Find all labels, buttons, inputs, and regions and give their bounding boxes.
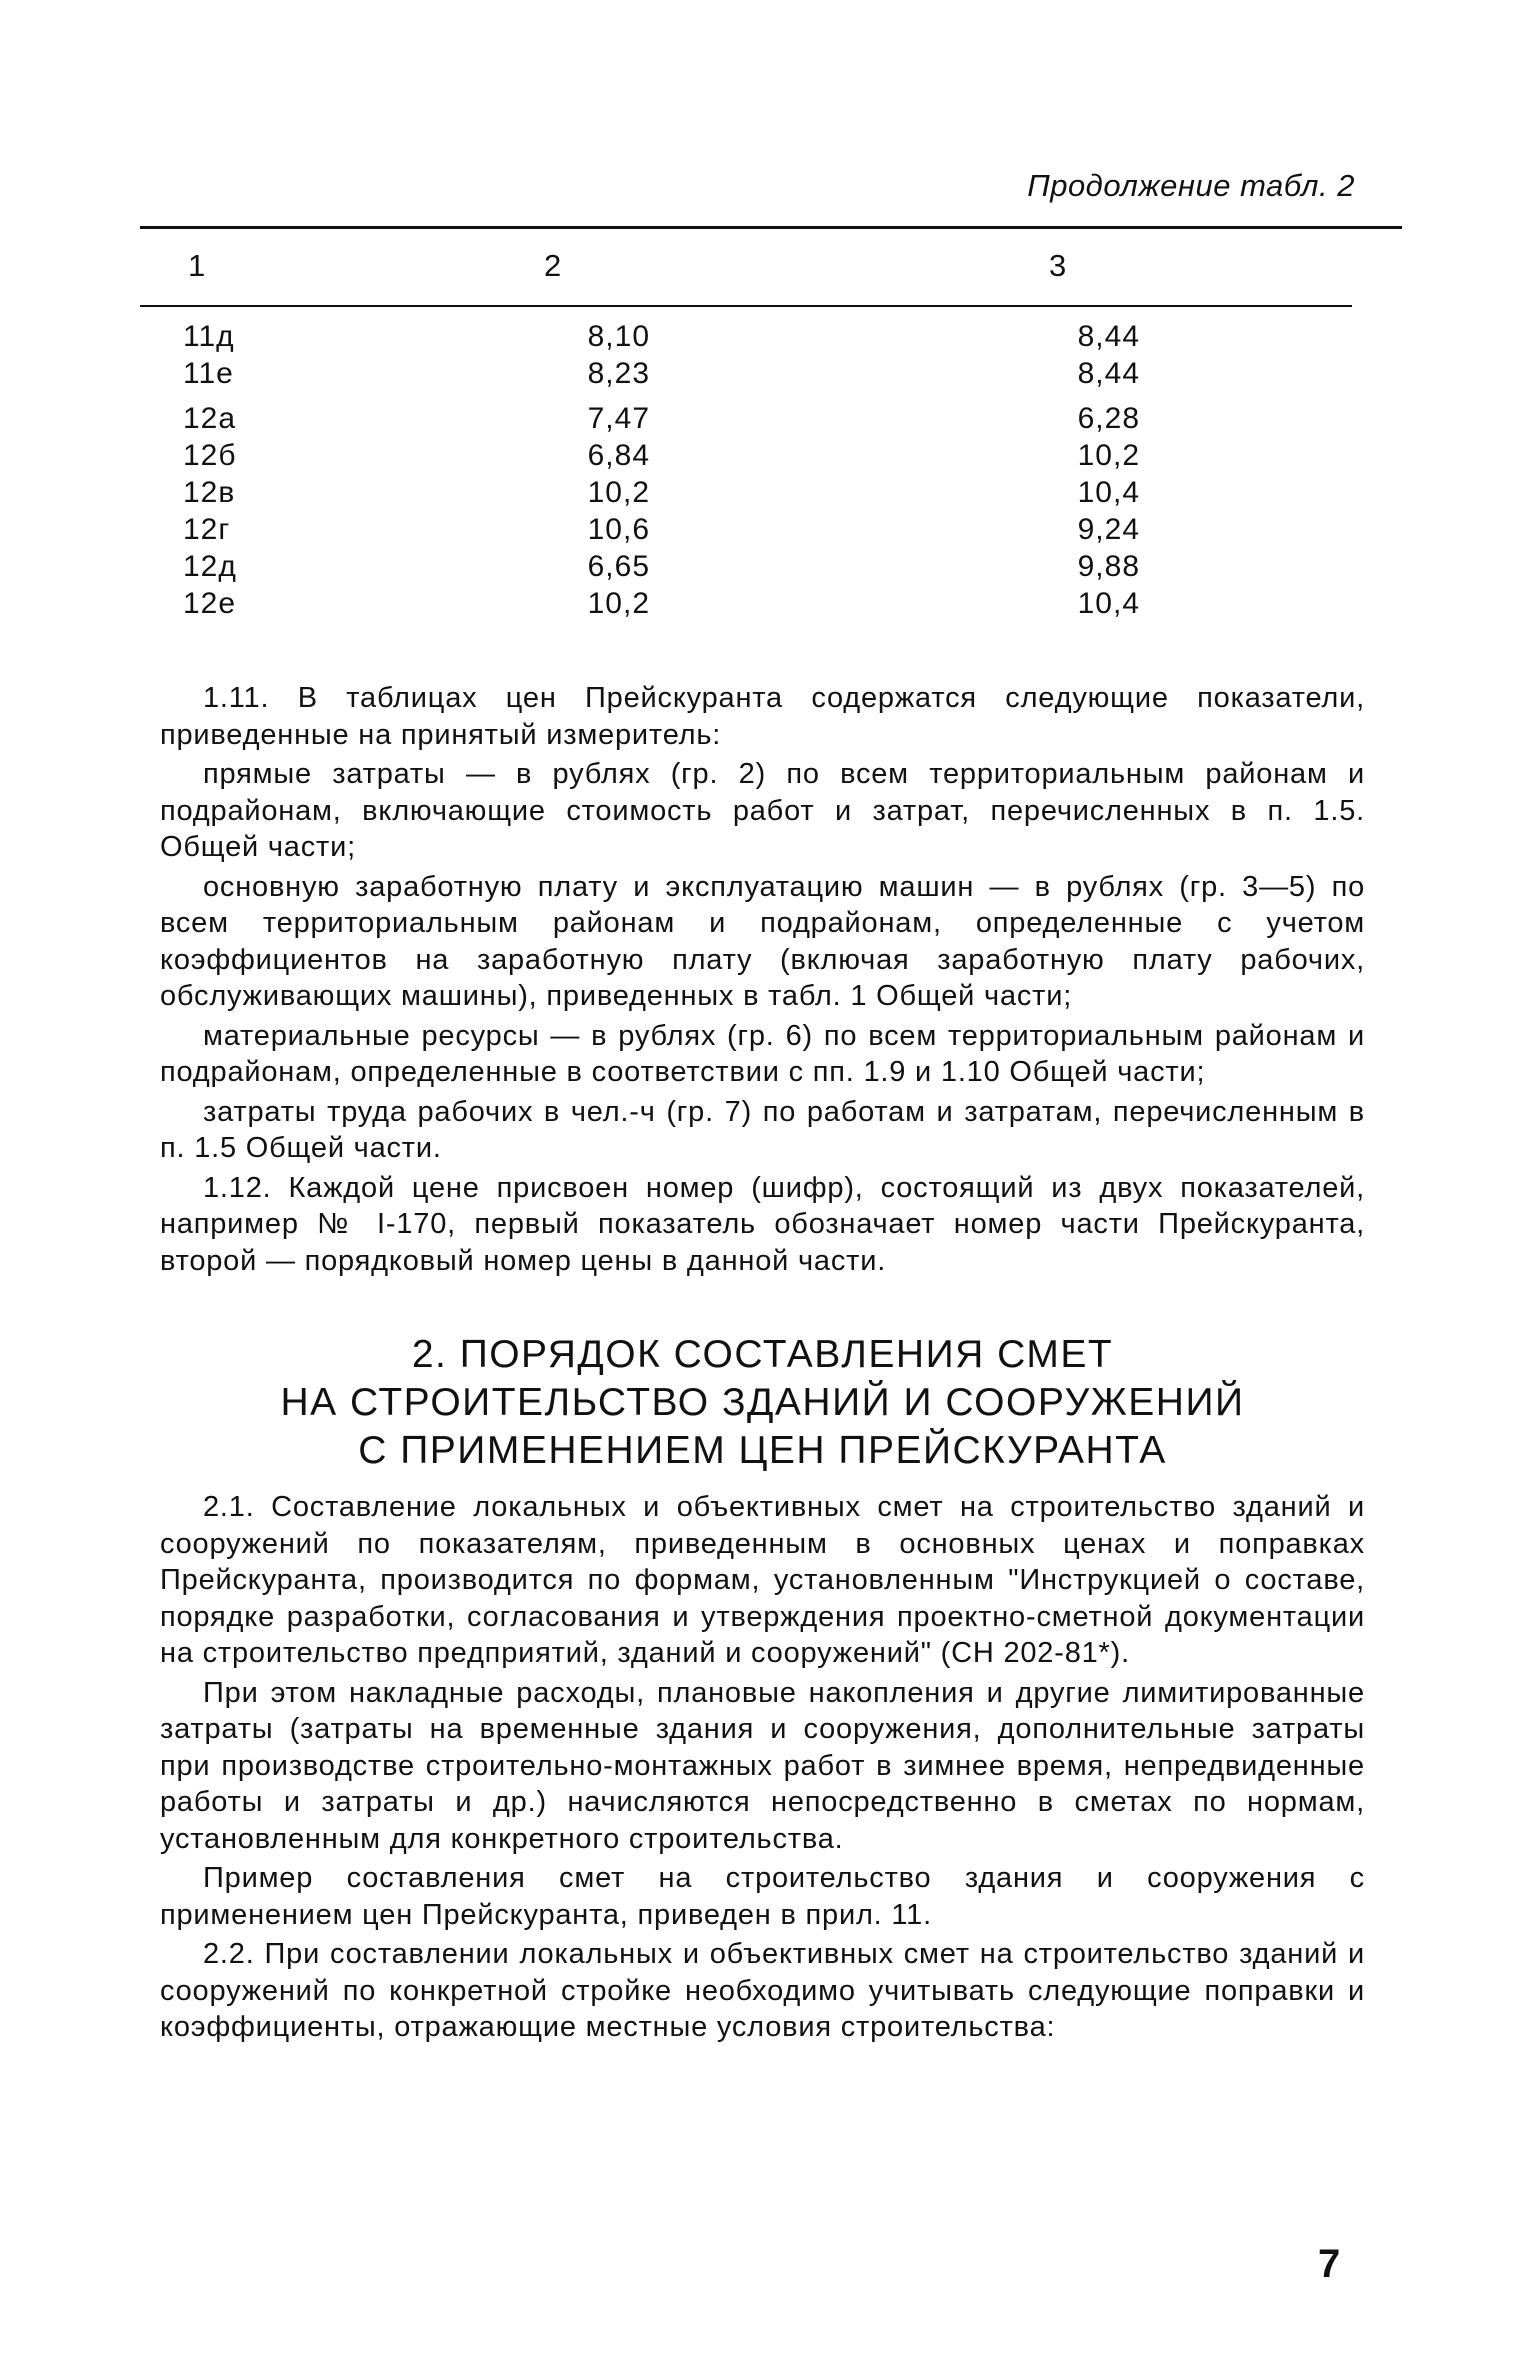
paragraph-overheads: При этом накладные расходы, плановые накопления и другие лимитированные затраты (затраты на временные здания и сооружения, дополнительные затраты при производстве строительно-монтажных работ в зимнее время, непредвиденные работы и затраты и др.) начисляются непосредственно в сметах по нормам, установленным для конкретного строительства.	[160, 1676, 1365, 1855]
table-cell: 12в	[183, 476, 236, 509]
table-row	[0, 476, 1535, 513]
table-cell: 10,4	[1077, 476, 1140, 509]
table-cell: 11е	[183, 357, 234, 390]
table-cell: 10,2	[587, 587, 650, 620]
paragraph-wages: основную заработную плату и эксплуатацию машин — в рублях (гр. 3—5) по всем территориальным районам и подрайонам, определенные с учетом коэффициентов на заработную плату (включая заработную плату рабочих, обслуживающих машины), приведенных в табл. 1 Общей части;	[160, 870, 1365, 1012]
table-cell: 6,65	[587, 550, 650, 583]
table-cell: 12а	[183, 402, 237, 435]
paragraph-2-2: 2.2. При составлении локальных и объективных смет на строительство зданий и сооружений по конкретной стройке необходимо учитывать следующие поправки и коэффициенты, отражающие местные условия строительства:	[160, 1938, 1365, 2043]
table-row	[0, 587, 1535, 624]
section-heading	[160, 1331, 1365, 1475]
table-header-col-2: 2	[544, 248, 562, 283]
table-top-rule	[140, 226, 1402, 229]
paragraph-2-1: 2.1. Составление локальных и объективных смет на строительство зданий и сооружений по показателям, приведенным в основных ценах и поправках Прейскуранта, производится по формам, установленным "Инструкцией о составе, порядке разработки, согласования и утверждения проектно-сметной документации на строительство предприятий, зданий и сооружений" (СН 202-81*).	[160, 1491, 1365, 1669]
page-number: 7	[1318, 2242, 1341, 2286]
table-cell: 12е	[183, 587, 237, 620]
table-cell: 6,84	[587, 439, 650, 472]
table-header-col-1: 1	[188, 248, 206, 283]
table-cell: 11д	[183, 320, 235, 353]
table-cell: 9,24	[1077, 513, 1140, 546]
table-row	[0, 320, 1535, 357]
table-cell: 9,88	[1077, 550, 1140, 583]
table-cell: 10,4	[1077, 587, 1140, 620]
table-cell: 8,10	[587, 320, 650, 353]
table-cell: 12д	[183, 550, 237, 583]
table-cell: 6,28	[1077, 402, 1140, 435]
table-cell: 10,2	[1077, 439, 1140, 472]
table-row	[0, 513, 1535, 550]
table-row	[0, 439, 1535, 476]
paragraph-materials: материальные ресурсы — в рублях (гр. 6) по всем территориальным районам и подрайонам, определенные в соответствии с пп. 1.9 и 1.10 Общей части;	[160, 1019, 1365, 1088]
table-cell: 8,44	[1077, 320, 1140, 353]
table-header-col-3: 3	[1049, 248, 1067, 283]
table-cell: 8,44	[1077, 357, 1140, 390]
table-caption: Продолжение табл. 2	[1027, 168, 1355, 203]
table-row	[0, 550, 1535, 587]
table-row	[0, 357, 1535, 394]
section-heading-line-2: НА СТРОИТЕЛЬСТВО ЗДАНИЙ И СООРУЖЕНИЙ	[280, 1381, 1245, 1424]
table-cell: 12б	[183, 439, 237, 472]
paragraph-direct-costs: прямые затраты — в рублях (гр. 2) по всем территориальным районам и подрайонам, включающие стоимость работ и затрат, перечисленных в п. 1.5. Общей части;	[160, 758, 1365, 863]
paragraph-1-12: 1.12. Каждой цене присвоен номер (шифр), состоящий из двух показателей, например № I-170, первый показатель обозначает номер части Прейскуранта, второй — порядковый номер цены в данной части.	[160, 1171, 1365, 1277]
table-cell: 7,47	[587, 402, 650, 435]
table-cell: 8,23	[587, 357, 650, 390]
table-cell: 10,2	[587, 476, 650, 509]
paragraph-labor: затраты труда рабочих в чел.-ч (гр. 7) по работам и затратам, перечисленным в п. 1.5 Общей части.	[160, 1095, 1365, 1164]
table-header-rule	[140, 305, 1352, 307]
section-heading-line-1: 2. ПОРЯДОК СОСТАВЛЕНИЯ СМЕТ	[411, 1333, 1114, 1376]
paragraph-1-11: 1.11. В таблицах цен Прейскуранта содержатся следующие показатели, приведенные на принятый измеритель:	[160, 682, 1365, 751]
table-cell: 12г	[183, 513, 231, 546]
table-cell: 10,6	[587, 513, 650, 546]
section-heading-line-3: С ПРИМЕНЕНИЕМ ЦЕН ПРЕЙСКУРАНТА	[358, 1429, 1167, 1472]
body-text	[160, 680, 1365, 2046]
table-row	[0, 402, 1535, 439]
table-body	[0, 320, 1535, 624]
paragraph-example: Пример составления смет на строительство здания и сооружения с применением цен Прейскуранта, приведен в прил. 11.	[160, 1862, 1365, 1931]
